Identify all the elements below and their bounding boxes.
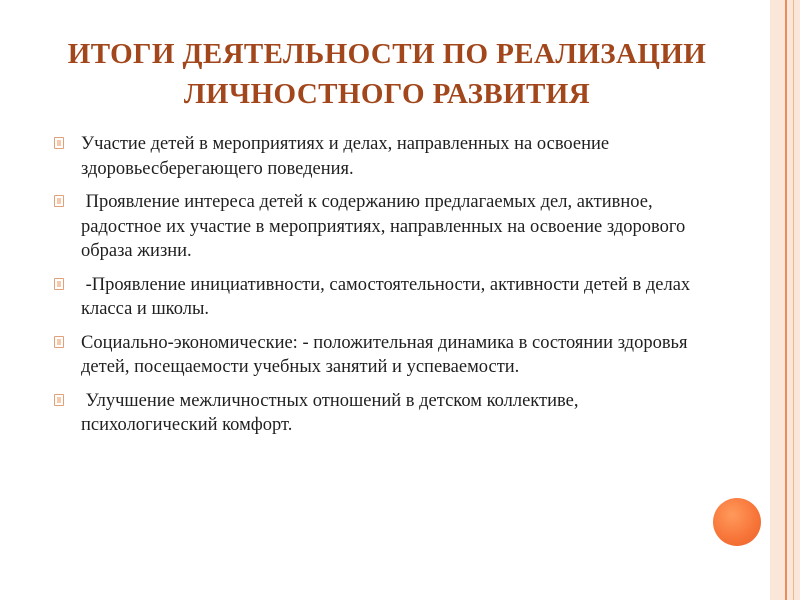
bullet-text: Социально-экономические: - положительная динамика в состоянии здоровья детей, посещаемости учебных занятий и успеваемости. [81,332,693,377]
orange-circle-decoration [713,498,761,546]
bullet-square-icon [54,394,64,406]
list-item [54,273,714,322]
bullet-text: Участие детей в мероприятиях и делах, направленных на освоение здоровьесберегающего поведения. [81,134,614,179]
list-item [54,389,714,438]
list-item [54,132,714,181]
slide-title: ИТОГИ ДЕЯТЕЛЬНОСТИ ПО РЕАЛИЗАЦИИ ЛИЧНОСТНОГО РАЗВИТИЯ [67,38,707,110]
bullet-square-icon [54,137,64,149]
bullet-text: Проявление интереса детей к содержанию предлагаемых дел, активное, радостное их участие в мероприятиях, направленных на освоение здорового образа жизни. [81,192,690,261]
bullet-text: -Проявление инициативности, самостоятельности, активности детей в делах класса и школы. [81,274,700,319]
right-border-line [785,0,787,600]
bullet-square-icon [54,336,64,348]
list-item [54,190,714,264]
bullet-square-icon [54,278,64,290]
bullet-list [54,132,714,447]
bullet-square-icon [54,195,64,207]
right-border-line-thin [793,0,794,600]
bullet-text: Улучшение межличностных отношений в детском коллективе, психологический комфорт. [81,390,584,435]
list-item [54,331,714,380]
